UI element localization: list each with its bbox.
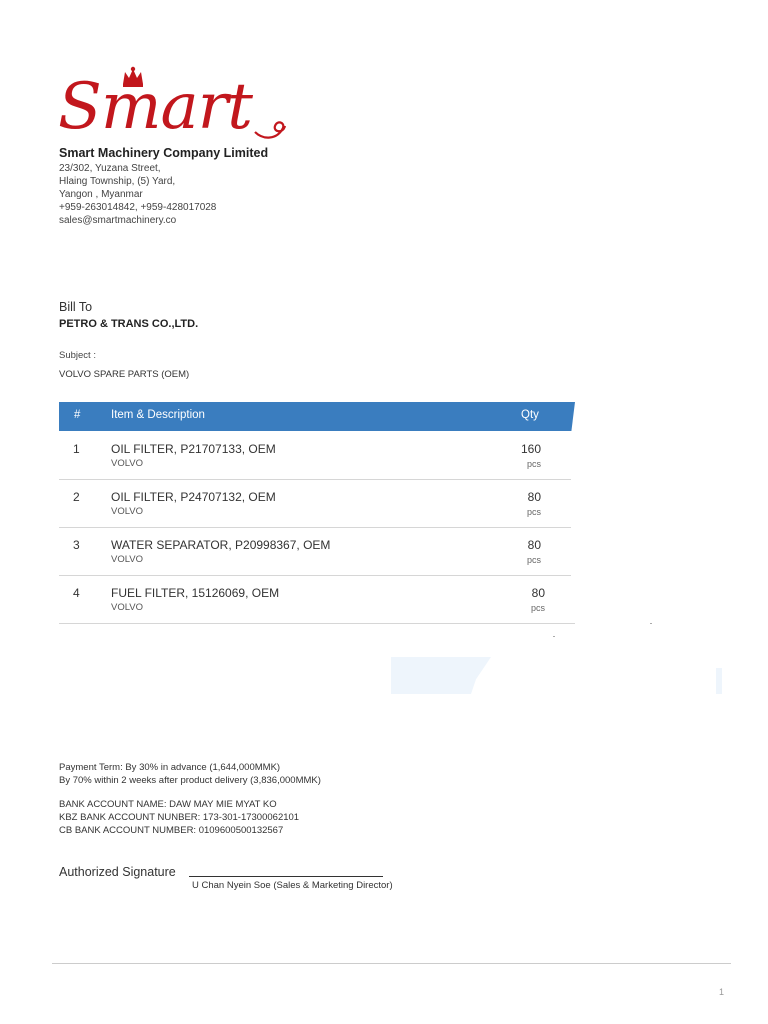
stray-mark xyxy=(553,636,555,637)
company-address-line: 23/302, Yuzana Street, xyxy=(59,163,161,174)
payment-term: Payment Term: By 30% in advance (1,644,000MMK) xyxy=(59,762,281,773)
table-header-tab xyxy=(569,402,575,431)
cb-account-number: CB BANK ACCOUNT NUMBER: 0109600500132567 xyxy=(59,825,284,836)
logo-wordmark: Smart xyxy=(58,70,252,144)
subject-value: VOLVO SPARE PARTS (OEM) xyxy=(59,369,190,380)
row-qty: 160 xyxy=(520,442,541,456)
row-qty: 80 xyxy=(531,586,545,600)
row-brand: VOLVO xyxy=(111,458,144,469)
row-unit: pcs xyxy=(526,555,541,565)
bill-to-label: Bill To xyxy=(59,300,93,314)
row-brand: VOLVO xyxy=(111,602,144,613)
faded-total-box xyxy=(391,657,491,694)
row-unit: pcs xyxy=(526,507,541,517)
footer-divider xyxy=(52,963,731,964)
signature-line xyxy=(189,876,383,877)
row-item: FUEL FILTER, 15126069, OEM xyxy=(111,586,280,600)
row-number: 2 xyxy=(73,490,80,504)
row-item: WATER SEPARATOR, P20998367, OEM xyxy=(111,538,331,552)
company-address-line: Hlaing Township, (5) Yard, xyxy=(59,176,176,187)
stray-mark xyxy=(650,623,652,624)
table-row xyxy=(59,576,575,624)
row-qty: 80 xyxy=(527,490,541,504)
table-row xyxy=(59,480,571,528)
row-item: OIL FILTER, P21707133, OEM xyxy=(111,442,276,456)
row-qty: 80 xyxy=(527,538,541,552)
bank-account-name: BANK ACCOUNT NAME: DAW MAY MIE MYAT KO xyxy=(59,799,277,810)
company-address-line: Yangon , Myanmar xyxy=(59,189,143,200)
kbz-account-number: KBZ BANK ACCOUNT NUNBER: 173-301-17300062101 xyxy=(59,812,300,823)
row-unit: pcs xyxy=(526,459,541,469)
header-qty: Qty xyxy=(521,409,539,421)
company-phone: +959-263014842, +959-428017028 xyxy=(59,202,217,213)
row-number: 1 xyxy=(73,442,80,456)
faded-total-box-edge xyxy=(716,668,722,694)
company-name: Smart Machinery Company Limited xyxy=(59,146,269,160)
table-row xyxy=(59,432,571,480)
table-header xyxy=(59,402,569,431)
bill-to-name: PETRO & TRANS CO.,LTD. xyxy=(59,318,199,330)
row-number: 4 xyxy=(73,586,80,600)
subject-label: Subject : xyxy=(59,350,96,361)
row-unit: pcs xyxy=(530,603,545,613)
authorized-signature-label: Authorized Signature xyxy=(59,865,176,879)
row-number: 3 xyxy=(73,538,80,552)
logo-swash-icon xyxy=(253,118,287,140)
row-brand: VOLVO xyxy=(111,554,144,565)
signatory-name: U Chan Nyein Soe (Sales & Marketing Director) xyxy=(192,880,393,891)
page-number: 1 xyxy=(719,987,725,997)
company-email: sales@smartmachinery.co xyxy=(59,215,177,226)
payment-term-balance: By 70% within 2 weeks after product delivery (3,836,000MMK) xyxy=(59,775,321,786)
header-item-description: Item & Description xyxy=(111,409,205,421)
row-item: OIL FILTER, P24707132, OEM xyxy=(111,490,276,504)
company-logo xyxy=(58,66,288,146)
header-number: # xyxy=(74,409,81,421)
table-row xyxy=(59,528,571,576)
row-brand: VOLVO xyxy=(111,506,144,517)
